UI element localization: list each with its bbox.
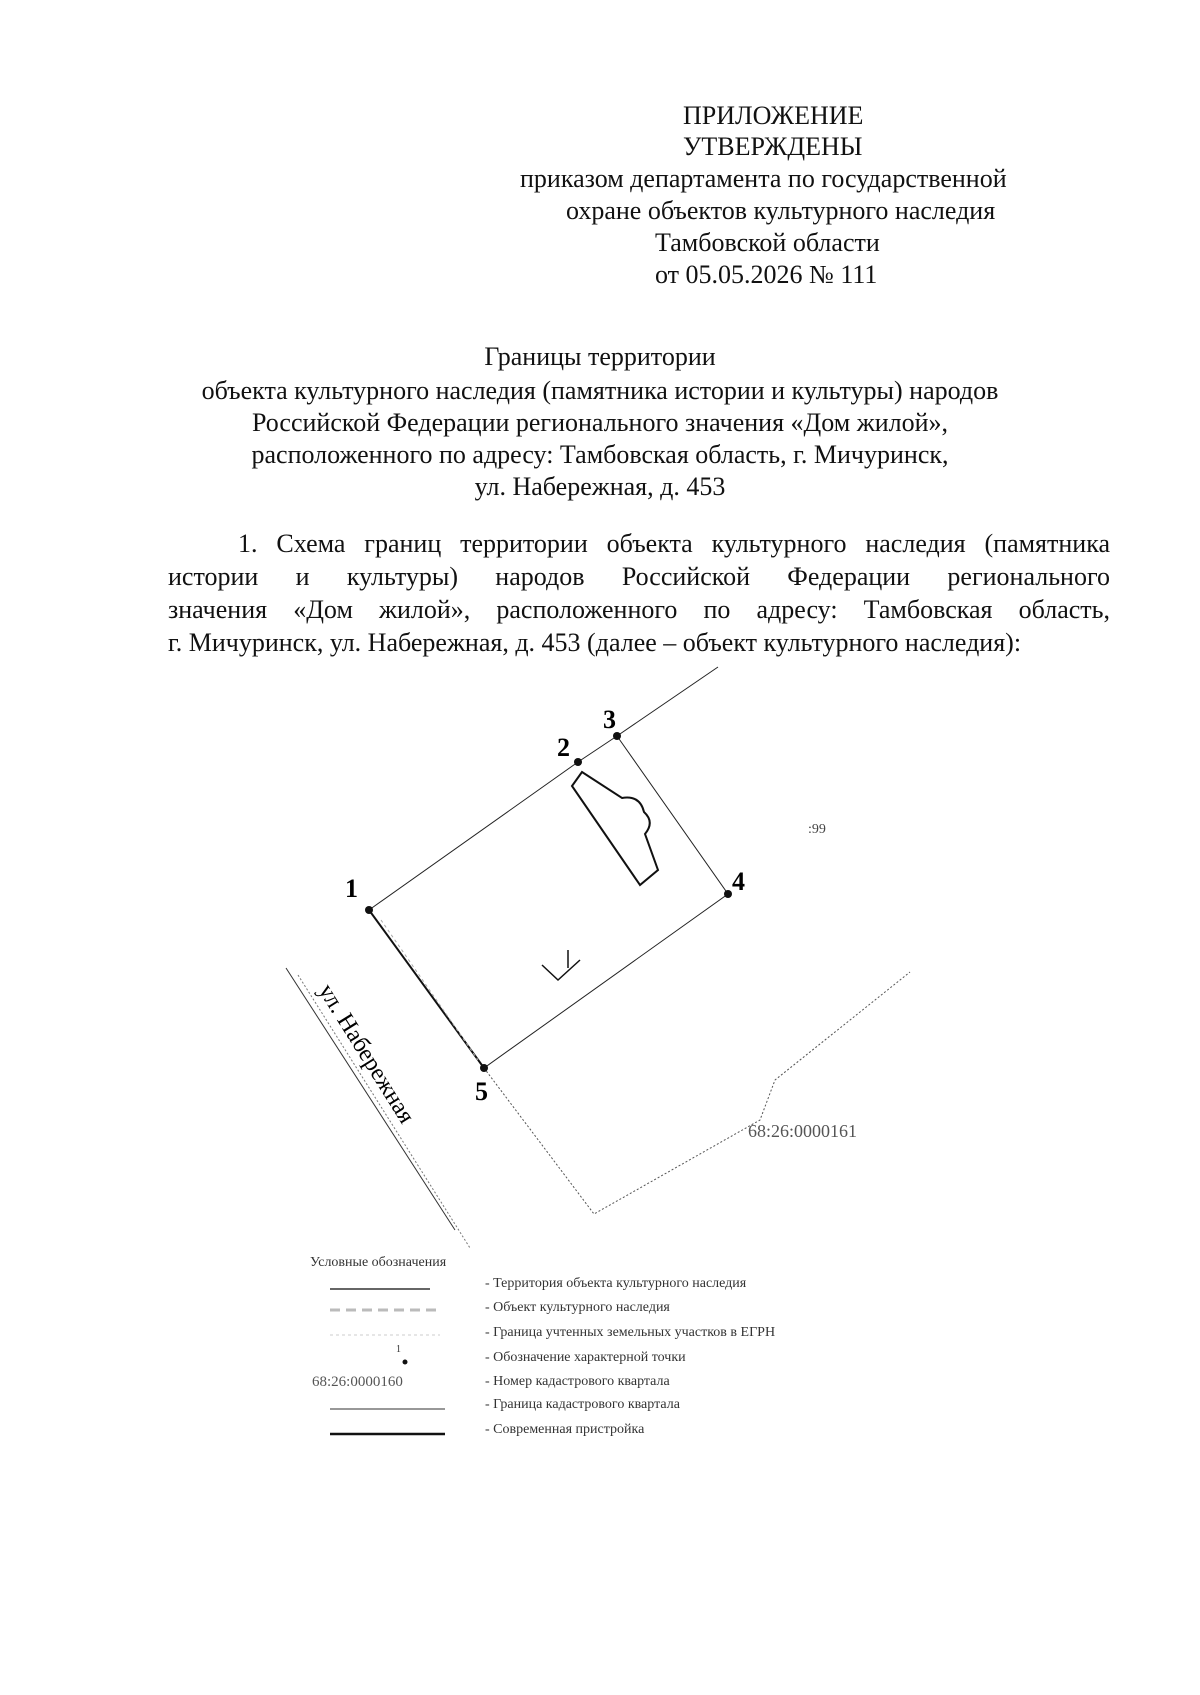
point-2-label: 2 [557, 733, 570, 762]
legend-label-cadastral-number: - Номер кадастрового квартала [485, 1374, 670, 1389]
point-2-marker [574, 758, 582, 766]
legend-symbol-egrn-boundary [330, 1325, 475, 1345]
egrn-boundary-line [381, 920, 478, 1060]
order-date-number: от 05.05.2026 № 111 [655, 260, 878, 289]
legend-cadastral-sample: 68:26:0000160 [312, 1374, 403, 1390]
street-edge-west [286, 968, 455, 1230]
region-line: Тамбовской области [655, 228, 880, 257]
street-name-label: ул. Набережная [312, 979, 420, 1129]
approved-label: УТВЕРЖДЕНЫ [683, 132, 863, 161]
legend-point-number: 1 [396, 1344, 401, 1355]
document-title-line-3: Российской Федерации регионального значения «Дом жилой», [251, 408, 949, 437]
appendix-label: ПРИЛОЖЕНИЕ [683, 101, 864, 130]
legend-symbol-modern-addition [330, 1422, 475, 1442]
point-5-marker [480, 1064, 488, 1072]
legend-label-characteristic-point: - Обозначение характерной точки [485, 1350, 686, 1365]
heritage-building-outline [572, 772, 658, 885]
parcel-number-label: :99 [808, 822, 826, 837]
document-title-line-5: ул. Набережная, д. 453 [474, 472, 726, 501]
legend-symbol-cadastral-boundary [330, 1397, 475, 1417]
cadastral-number-label: 68:26:0000161 [748, 1121, 858, 1141]
paragraph-line-4: г. Мичуринск, ул. Набережная, д. 453 (далее – объект культурного наследия): [168, 628, 1022, 657]
document-title-line-1: Границы территории [484, 342, 716, 371]
cadastral-quarter-boundary [484, 972, 910, 1214]
document-title-line-2: объекта культурного наследия (памятника истории и культуры) народов [201, 376, 999, 405]
document-title-line-4: расположенного по адресу: Тамбовская область, г. Мичуринск, [251, 440, 949, 469]
legend-label-heritage-object: - Объект культурного наследия [485, 1300, 670, 1315]
point-1-label: 1 [345, 874, 358, 903]
parcel-boundary-upper [617, 667, 718, 736]
territory-boundary [369, 736, 728, 1068]
legend-label-modern-addition: - Современная пристройка [485, 1422, 645, 1437]
order-line: приказом департамента по государственной [520, 164, 1007, 193]
department-line: охране объектов культурного наследия [566, 196, 996, 225]
outbuilding-outline [542, 950, 580, 980]
point-5-label: 5 [475, 1077, 488, 1106]
legend-symbol-characteristic-point [330, 1350, 475, 1370]
paragraph-line-1: 1. Схема границ территории объекта культурного наследия (памятника [238, 529, 1110, 558]
legend-symbol-heritage-object [330, 1300, 475, 1320]
legend-symbol-territory [330, 1276, 475, 1296]
paragraph-line-2: истории и культуры) народов Российской Федерации регионального [168, 562, 1110, 591]
point-4-marker [724, 890, 732, 898]
point-3-label: 3 [603, 705, 616, 734]
point-1-marker [365, 906, 373, 914]
legend-title: Условные обозначения [310, 1255, 447, 1270]
legend-label-cadastral-boundary: - Граница кадастрового квартала [485, 1397, 680, 1412]
legend-label-territory: - Территория объекта культурного наследия [485, 1276, 747, 1291]
paragraph-line-3: значения «Дом жилой», расположенного по адресу: Тамбовская область, [168, 595, 1110, 624]
street-edge-west-inner [298, 975, 470, 1248]
legend-label-egrn-boundary: - Граница учтенных земельных участков в ЕГРН [485, 1325, 776, 1340]
point-4-label: 4 [732, 867, 745, 896]
